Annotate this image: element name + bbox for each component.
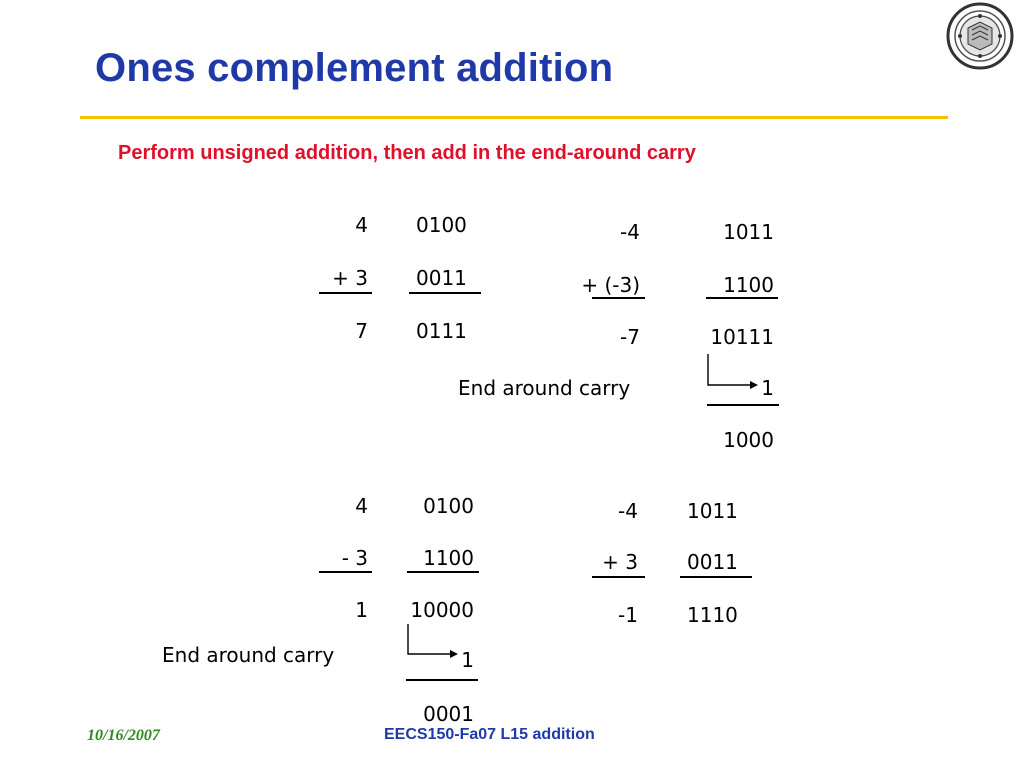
- ex-d-sum-line-bin: [680, 576, 752, 578]
- ex-b-result: 1000: [723, 428, 774, 452]
- ex-b-dec-sum: -7: [620, 325, 640, 349]
- ex-c-result-line: [406, 679, 478, 681]
- ex-c-sum-line-bin: [407, 571, 479, 573]
- footer-course: EECS150-Fa07 L15 addition: [384, 726, 595, 743]
- ex-a-sum-line-dec: [319, 292, 372, 294]
- slide-subtitle: Perform unsigned addition, then add in the end-around carry: [118, 142, 696, 164]
- ex-c-carry-bit: 1: [461, 648, 474, 672]
- ex-c-dec-2: - 3: [341, 546, 368, 570]
- ex-a-bin-sum: 0111: [416, 319, 467, 343]
- ex-d-bin-sum: 1110: [687, 603, 738, 627]
- ex-a-dec-2: + 3: [332, 266, 368, 290]
- ex-c-carry-label: End around carry: [162, 643, 335, 667]
- ex-d-dec-sum: -1: [618, 603, 638, 627]
- ex-b-sum-line-bin: [706, 297, 778, 299]
- ex-a-dec-sum: 7: [355, 319, 368, 343]
- ex-c-bin-sum: 10000: [410, 598, 474, 622]
- ex-c-bin-2: 1100: [423, 546, 474, 570]
- ex-a-sum-line-bin: [409, 292, 481, 294]
- ex-a-bin-2: 0011: [416, 266, 467, 290]
- title-rule: [80, 116, 948, 119]
- ex-d-sum-line-dec: [592, 576, 645, 578]
- university-seal-icon: [946, 2, 1014, 70]
- ex-b-bin-2: 1100: [723, 273, 774, 297]
- ex-b-carry-label: End around carry: [458, 376, 631, 400]
- ex-c-bin-1: 0100: [423, 494, 474, 518]
- ex-c-sum-line-dec: [319, 571, 372, 573]
- ex-a-bin-1: 0100: [416, 213, 467, 237]
- ex-d-dec-2: + 3: [602, 550, 638, 574]
- ex-b-bin-sum: 10111: [710, 325, 774, 349]
- ex-b-dec-1: -4: [620, 220, 640, 244]
- footer-date: 10/16/2007: [87, 727, 160, 744]
- ex-b-carry-bit: 1: [761, 376, 774, 400]
- ex-b-sum-line-dec: [592, 297, 645, 299]
- ex-a-dec-1: 4: [355, 213, 368, 237]
- ex-b-result-line: [707, 404, 779, 406]
- slide-title: Ones complement addition: [95, 46, 614, 90]
- ex-d-bin-2: 0011: [687, 550, 738, 574]
- ex-b-bin-1: 1011: [723, 220, 774, 244]
- ex-c-result: 0001: [423, 702, 474, 726]
- ex-d-bin-1: 1011: [687, 499, 738, 523]
- ex-b-dec-2: + (-3): [581, 273, 640, 297]
- ex-c-dec-1: 4: [355, 494, 368, 518]
- ex-d-dec-1: -4: [618, 499, 638, 523]
- ex-c-dec-sum: 1: [355, 598, 368, 622]
